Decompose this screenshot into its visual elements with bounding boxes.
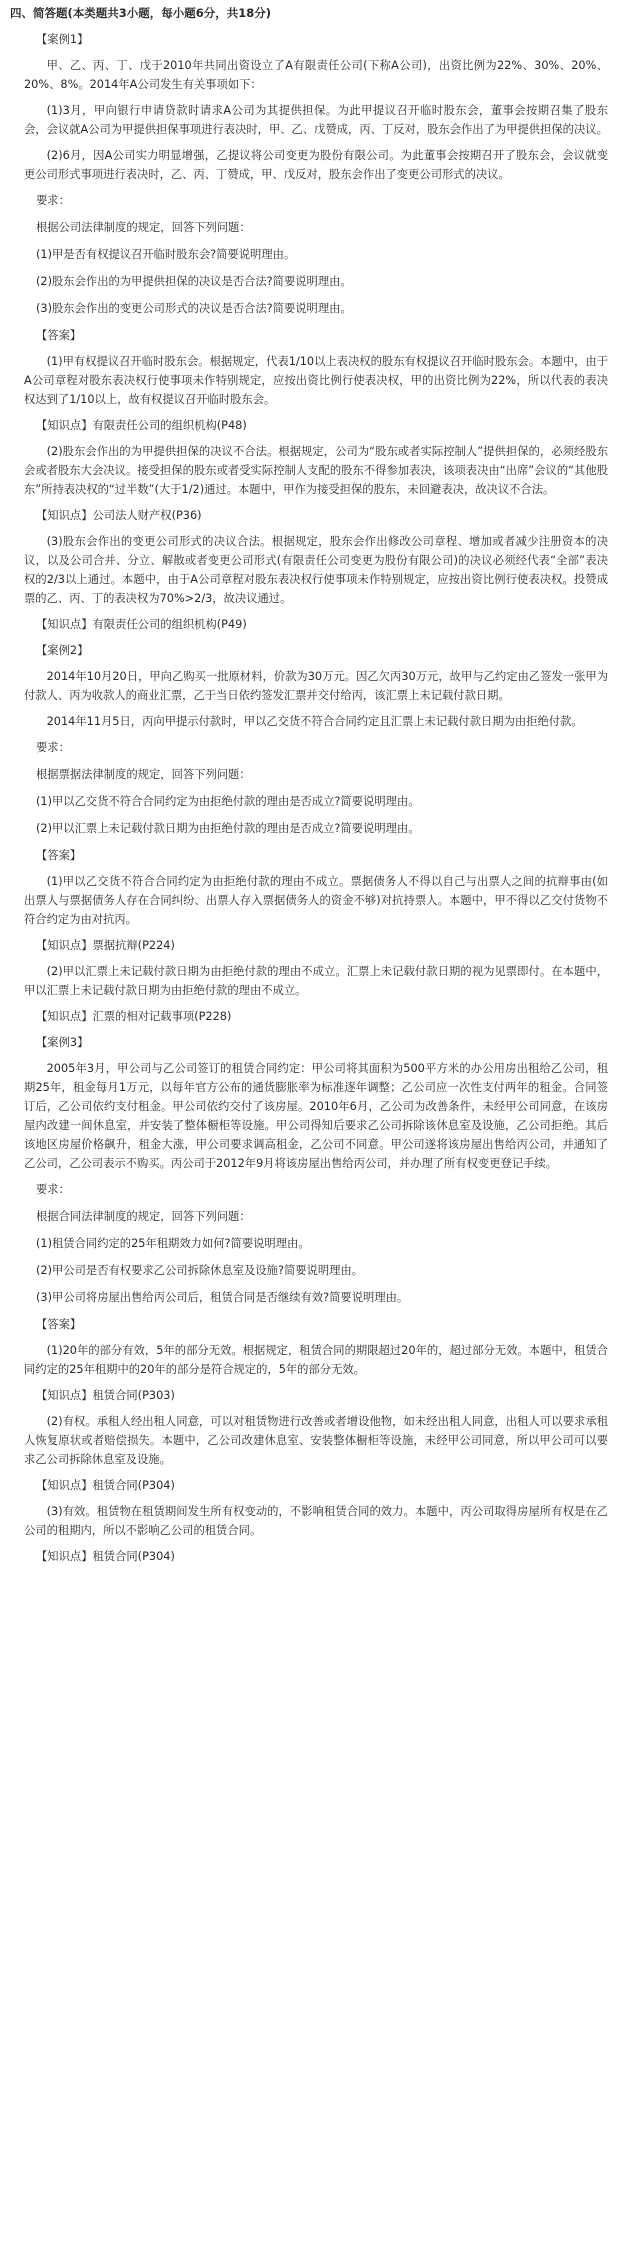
case1-knowledge-1: 【知识点】有限责任公司的组织机构(P48): [36, 419, 247, 432]
case2-question-1: (1)甲以乙交货不符合合同约定为由拒绝付款的理由是否成立?简要说明理由。: [36, 795, 420, 808]
case3-tag: 【案例3】: [36, 1036, 89, 1049]
case1-answer-tag: 【答案】: [36, 329, 82, 342]
case2-requirement-intro: 根据票据法律制度的规定，回答下列问题：: [36, 768, 251, 781]
case2-question-2: (2)甲以汇票上未记载付款日期为由拒绝付款的理由是否成立?简要说明理由。: [36, 822, 420, 835]
case1-requirement-intro: 根据公司法律制度的规定，回答下列问题：: [36, 221, 251, 234]
case2-knowledge-2: 【知识点】汇票的相对记载事项(P228): [36, 1010, 232, 1023]
case2-answer-tag: 【答案】: [36, 849, 82, 862]
case1-tag: 【案例1】: [36, 33, 89, 46]
case2-answer-2: (2)甲以汇票上未记载付款日期为由拒绝付款的理由不成立。汇票上未记载付款日期的视为见票即付。在本题中，甲以汇票上未记载付款日期为由拒绝付款的理由不成立。: [24, 965, 608, 997]
case3-answer-1: (1)20年的部分有效，5年的部分无效。根据规定，租赁合同的期限超过20年的，超过部分无效。本题中，租赁合同约定的25年租期中的20年的部分是符合规定的，5年的部分无效。: [24, 1344, 608, 1376]
case3-paragraph-1: 2005年3月，甲公司与乙公司签订的租赁合同约定：甲公司将其面积为500平方米的办公用房出租给乙公司，租期25年，租金每月1万元，以每年官方公布的通货膨胀率为标准逐年调整；乙公司应一次性支付两年的租金。合同签订后，乙公司依约支付租金。甲公司依约交付了该房屋。2010年6月，乙公司为改善条件，未经甲公司同意，在该房屋内改建一间休息室，并安装了整体橱柜等设施。甲公司得知后要求乙公司拆除该休息室及设施，乙公司拒绝。其后该地区房屋价格飙升，租金大涨，甲公司要求调高租金，乙公司不同意。甲公司遂将该房屋出售给丙公司，并通知了乙公司，乙公司表示不购买。丙公司于2012年9月将该房屋出售给丙公司，并办理了所有权变更登记手续。: [24, 1062, 608, 1170]
case3-answer-2: (2)有权。承租人经出租人同意，可以对租赁物进行改善或者增设他物，如未经出租人同意，出租人可以要求承租人恢复原状或者赔偿损失。本题中，乙公司改建休息室、安装整体橱柜等设施，未经甲公司同意，所以甲公司可以要求乙公司拆除休息室及设施。: [24, 1415, 608, 1466]
case2-requirement-label: 要求：: [36, 741, 70, 754]
case1-requirement-label: 要求：: [36, 194, 70, 207]
case1-question-1: (1)甲是否有权提议召开临时股东会?简要说明理由。: [36, 248, 296, 261]
case3-answer-3: (3)有效。租赁物在租赁期间发生所有权变动的，不影响租赁合同的效力。本题中，丙公司取得房屋所有权是在乙公司的租期内，所以不影响乙公司的租赁合同。: [24, 1505, 608, 1537]
case3-question-3: (3)甲公司将房屋出售给丙公司后，租赁合同是否继续有效?简要说明理由。: [36, 1291, 409, 1304]
case1-knowledge-3: 【知识点】有限责任公司的组织机构(P49): [36, 618, 247, 631]
case3-requirement-label: 要求：: [36, 1183, 70, 1196]
case1-answer-1: (1)甲有权提议召开临时股东会。根据规定，代表1/10以上表决权的股东有权提议召开临时股东会。本题中，由于A公司章程对股东表决权行使事项未作特别规定，应按出资比例行使表决权，甲的出资比例为22%，所以代表的表决权达到了1/10以上，故有权提议召开临时股东会。: [24, 355, 608, 406]
case2-tag: 【案例2】: [36, 644, 89, 657]
case1-paragraph-2: (2)6月，因A公司实力明显增强，乙提议将公司变更为股份有限公司。为此董事会按期召开了股东会，会议就变更公司形式事项进行表决时，乙、丙、丁赞成，甲、戊反对，股东会作出了变更公司形式的决议。: [24, 149, 608, 181]
case1-knowledge-2: 【知识点】公司法人财产权(P36): [36, 509, 202, 522]
case3-knowledge-2: 【知识点】租赁合同(P304): [36, 1479, 175, 1492]
case1-question-3: (3)股东会作出的变更公司形式的决议是否合法?简要说明理由。: [36, 302, 352, 315]
case2-paragraph-1: 2014年10月20日，甲向乙购买一批原材料，价款为30万元。因乙欠丙30万元，故甲与乙约定由乙签发一张甲为付款人、丙为收款人的商业汇票，乙于当日依约签发汇票并交付给丙，该汇票上未记载付款日期。: [24, 670, 608, 702]
case2-knowledge-1: 【知识点】票据抗辩(P224): [36, 939, 175, 952]
case1-intro: 甲、乙、丙、丁、戊于2010年共同出资设立了A有限责任公司(下称A公司)，出资比例为22%、30%、20%、20%、8%。2014年A公司发生有关事项如下：: [24, 59, 608, 91]
case3-question-1: (1)租赁合同约定的25年租期效力如何?简要说明理由。: [36, 1237, 310, 1250]
case1-answer-2: (2)股东会作出的为甲提供担保的决议不合法。根据规定，公司为“股东或者实际控制人”提供担保的，必须经股东会或者股东大会决议。接受担保的股东或者受实际控制人支配的股东不得参加表决，该项表决由“出席”会议的“其他股东”所持表决权的“过半数”(大于1/2)通过。本题中，甲作为接受担保的股东，未回避表决，故决议不合法。: [24, 445, 608, 496]
case1-answer-3: (3)股东会作出的变更公司形式的决议合法。根据规定，股东会作出修改公司章程、增加或者减少注册资本的决议，以及公司合并、分立、解散或者变更公司形式(有限责任公司变更为股份有限公司)的决议必须经代表“全部”表决权的2/3以上通过。本题中，由于A公司章程对股东表决权行使事项未作特别规定，应按出资比例行使表决权。投赞成票的乙、丙、丁的表决权为70%>2/3，故决议通过。: [24, 535, 608, 605]
case1-paragraph-1: (1)3月，甲向银行申请贷款时请求A公司为其提供担保。为此甲提议召开临时股东会，董事会按期召集了股东会，会议就A公司为甲提供担保事项进行表决时，甲、乙、戊赞成，丙、丁反对，股东会作出了为甲提供担保的决议。: [24, 104, 608, 136]
section-title: 四、简答题(本类题共3小题，每小题6分，共18分): [10, 6, 272, 20]
case1-question-2: (2)股东会作出的为甲提供担保的决议是否合法?简要说明理由。: [36, 275, 352, 288]
case3-answer-tag: 【答案】: [36, 1318, 82, 1331]
case3-knowledge-3: 【知识点】租赁合同(P304): [36, 1550, 175, 1563]
case3-knowledge-1: 【知识点】租赁合同(P303): [36, 1389, 175, 1402]
case2-paragraph-2: 2014年11月5日，丙向甲提示付款时，甲以乙交货不符合合同约定且汇票上未记载付款日期为由拒绝付款。: [46, 715, 583, 728]
case3-question-2: (2)甲公司是否有权要求乙公司拆除休息室及设施?简要说明理由。: [36, 1264, 364, 1277]
case2-answer-1: (1)甲以乙交货不符合合同约定为由拒绝付款的理由不成立。票据债务人不得以自己与出票人之间的抗辩事由(如出票人与票据债务人存在合同纠纷、出票人存入票据债务人的资金不够)对抗持票人。本题中，甲不得以乙交付货物不符合约定为由对抗丙。: [24, 875, 608, 926]
case3-requirement-intro: 根据合同法律制度的规定，回答下列问题：: [36, 1210, 251, 1223]
